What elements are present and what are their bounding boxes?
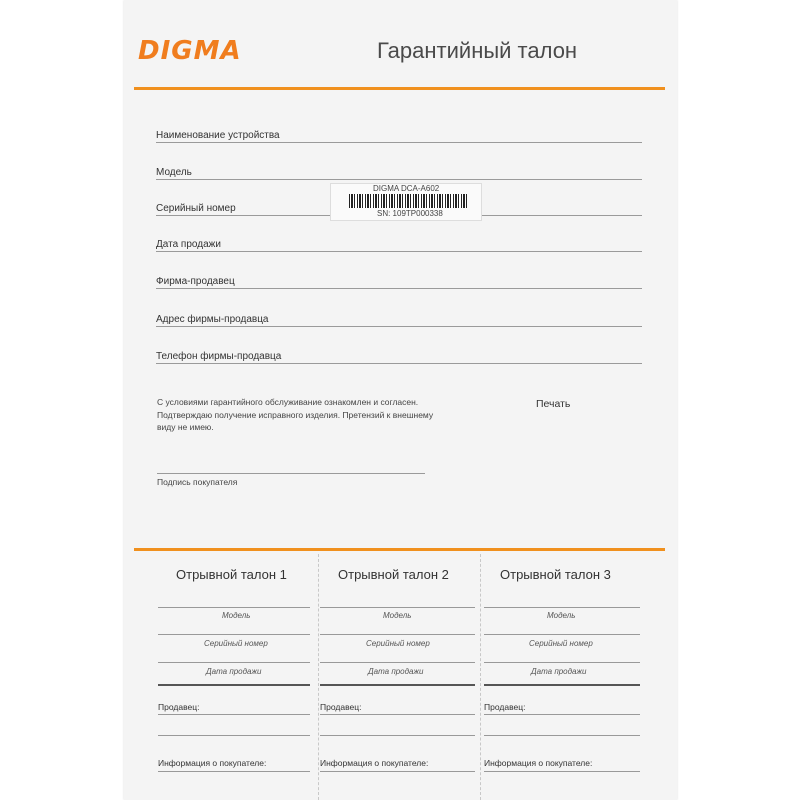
coupon-line — [320, 684, 475, 686]
field-seller-phone: Телефон фирмы-продавца — [156, 349, 642, 364]
document-title: Гарантийный талон — [377, 38, 578, 63]
barcode-icon — [349, 194, 467, 208]
coupon-line — [484, 607, 640, 608]
coupon-line — [158, 607, 310, 608]
field-model: Модель — [156, 165, 642, 180]
coupon-line — [484, 684, 640, 686]
coupon-divider — [134, 548, 665, 551]
sticker-model: DIGMA DCA-A602 — [373, 184, 440, 193]
coupon-serial-label: Серийный номер — [529, 639, 593, 648]
stamp-label: Печать — [536, 398, 571, 410]
coupon-line — [484, 634, 640, 635]
field-seller-address: Адрес фирмы-продавца — [156, 312, 642, 327]
coupon-line — [158, 662, 310, 663]
coupon-line — [320, 634, 475, 635]
tear-line — [480, 554, 481, 800]
serial-sticker — [330, 183, 482, 221]
coupon-date-label: Дата продажи — [206, 667, 262, 676]
coupon-line — [158, 684, 310, 686]
coupon-seller-label: Продавец: — [484, 702, 526, 712]
coupon-title: Отрывной талон 3 — [500, 567, 611, 582]
coupon-seller-label: Продавец: — [158, 702, 200, 712]
digma-logo: DIGMA — [138, 36, 242, 66]
coupon-line — [484, 771, 640, 772]
coupon-line — [158, 735, 310, 736]
coupon-date-label: Дата продажи — [368, 667, 424, 676]
signature-label: Подпись покупателя — [157, 477, 238, 487]
coupon-line — [158, 714, 310, 715]
coupon-line — [320, 714, 475, 715]
coupon-buyer-label: Информация о покупателе: — [484, 758, 593, 768]
coupon-line — [484, 714, 640, 715]
tear-line — [318, 554, 319, 800]
field-serial: Серийный номер — [156, 201, 642, 216]
coupon-line — [158, 634, 310, 635]
coupon-line — [320, 662, 475, 663]
coupon-buyer-label: Информация о покупателе: — [158, 758, 267, 768]
agreement-text: С условиями гарантийного обслуживание ознакомлен и согласен. Подтверждаю получение исправного изделия. Претензий к внешнему виду не имею. — [157, 397, 434, 432]
coupon-line — [484, 662, 640, 663]
warranty-sheet — [124, 0, 677, 800]
coupon-model-label: Модель — [383, 611, 412, 620]
signature-line — [157, 473, 425, 474]
coupon-model-label: Модель — [222, 611, 251, 620]
coupon-line — [158, 771, 310, 772]
coupon-date-label: Дата продажи — [531, 667, 587, 676]
field-seller-firm: Фирма-продавец — [156, 274, 642, 289]
field-device-name: Наименование устройства — [156, 128, 642, 143]
field-sale-date: Дата продажи — [156, 237, 642, 252]
coupon-serial-label: Серийный номер — [204, 639, 268, 648]
coupon-line — [484, 735, 640, 736]
coupon-title: Отрывной талон 2 — [338, 567, 449, 582]
coupon-line — [320, 735, 475, 736]
coupon-seller-label: Продавец: — [320, 702, 362, 712]
coupon-buyer-label: Информация о покупателе: — [320, 758, 429, 768]
coupon-line — [320, 771, 475, 772]
coupon-model-label: Модель — [547, 611, 576, 620]
coupon-title: Отрывной талон 1 — [176, 567, 287, 582]
header-divider — [134, 87, 665, 90]
coupon-line — [320, 607, 475, 608]
sticker-serial: SN: 109TP000338 — [377, 209, 443, 218]
coupon-serial-label: Серийный номер — [366, 639, 430, 648]
